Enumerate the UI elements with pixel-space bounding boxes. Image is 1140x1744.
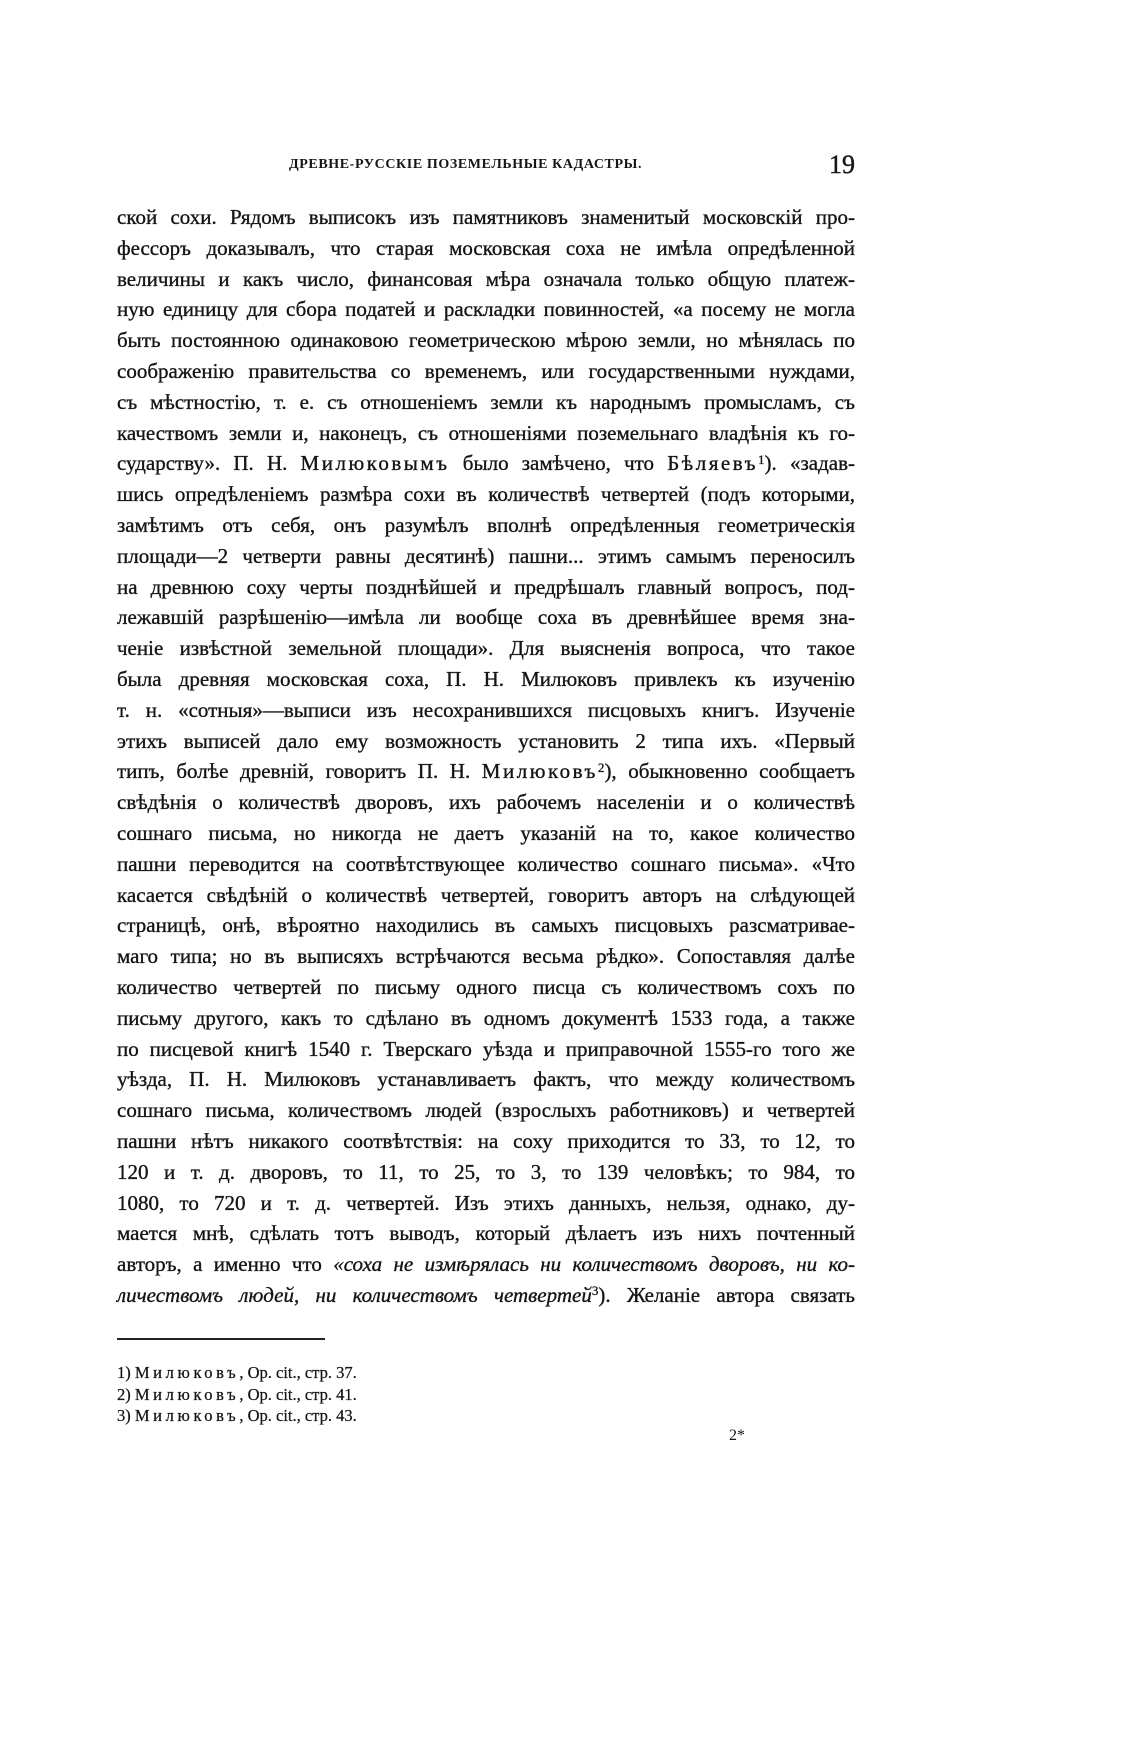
text-run: авторъ, а именно что — [117, 1252, 334, 1277]
text-line — [117, 572, 855, 603]
text-line — [117, 602, 855, 633]
text-line — [117, 695, 855, 726]
text-line — [117, 1157, 855, 1188]
text-line — [117, 941, 855, 972]
text-run: ской сохи. Рядомъ выписокъ изъ памятниковъ знаменитый московскій про- — [117, 205, 855, 229]
text-run: сударству». П. Н. — [117, 451, 301, 476]
text-line — [117, 1188, 855, 1219]
text-line — [117, 1003, 855, 1034]
letterspaced-name: Милюковъ — [134, 1363, 240, 1382]
text-run: площади—2 четверти равны десятинѣ) пашни... этимъ самымъ переносилъ — [117, 543, 855, 568]
text-line — [117, 1095, 855, 1126]
italic-quote: личествомъ людей, ни количествомъ четвертей — [117, 1282, 592, 1307]
text-run: мается мнѣ, сдѣлать тотъ выводъ, который дѣлаетъ изъ нихъ почтенный — [117, 1221, 855, 1246]
text-run: сошнаго письма, количествомъ людей (взрослыхъ работниковъ) и четвертей — [117, 1098, 855, 1123]
text-run: ную единицу для сбора податей и раскладки повинностей, «а посему не могла — [117, 297, 855, 322]
text-run: соображенію правительства со временемъ, или государственными нуждами, — [117, 358, 855, 383]
running-head: ДРЕВНЕ-РУССКІЕ ПОЗЕМЕЛЬНЫЕ КАДАСТРЫ. — [289, 157, 643, 172]
text-line — [117, 510, 855, 541]
text-run: количество четвертей по письму одного писца съ количествомъ сохъ по — [117, 974, 855, 999]
footnote-ref: 2 — [597, 759, 605, 775]
letterspaced-name: Милюковъ — [481, 759, 598, 784]
text-line — [117, 418, 855, 449]
text-line — [117, 910, 855, 941]
letterspaced-name: Бѣляевъ — [667, 451, 759, 476]
text-run: пашни нѣтъ никакого соотвѣтствія: на соху приходится то 33, то 12, то — [117, 1128, 855, 1153]
signature-mark: 2* — [729, 1427, 745, 1444]
text-line — [117, 1064, 855, 1095]
text-line — [117, 264, 855, 295]
footnote-rule — [117, 1338, 325, 1340]
body-text — [117, 202, 855, 1311]
text-run: на древнюю соху черты позднѣйшей и предрѣшалъ главный вопросъ, под- — [117, 574, 855, 599]
text-run: фессоръ доказывалъ, что старая московская соха не имѣла опредѣленной — [117, 235, 855, 260]
italic-quote: «соха не измѣрялась ни количествомъ дворовъ, ни ко- — [333, 1252, 855, 1277]
footnote — [117, 1405, 357, 1427]
text-line — [117, 479, 855, 510]
text-line — [117, 356, 855, 387]
text-run: ). «задав- — [764, 451, 855, 476]
letterspaced-name: Милюковъ — [134, 1384, 240, 1404]
text-line — [117, 849, 855, 880]
text-line — [117, 1280, 855, 1311]
text-line — [117, 818, 855, 849]
text-run: , Op. cit., стр. 43. — [239, 1406, 357, 1425]
text-line — [117, 787, 855, 818]
text-run: пашни переводится на соотвѣтствующее количество сошнаго письма». «Что — [117, 851, 855, 876]
text-run: касается свѣдѣній о количествѣ четвертей, говоритъ авторъ на слѣдующей — [117, 882, 855, 907]
text-line — [117, 726, 855, 757]
text-run: 2) — [117, 1384, 135, 1404]
text-run: лежавшій разрѣшенію—имѣла ли вообще соха въ древнѣйшее время зна- — [117, 605, 855, 630]
text-run: сошнаго письма, но никогда не даетъ указаній на то, какое количество — [117, 820, 855, 845]
text-run: величины и какъ число, финансовая мѣра означала только общую платеж- — [117, 266, 855, 291]
page-number: 19 — [829, 150, 855, 179]
text-line — [117, 448, 855, 479]
text-run: маго типа; но въ выписяхъ встрѣчаются весьма рѣдко». Сопоставляя далѣе — [117, 944, 855, 969]
text-line — [117, 325, 855, 356]
text-run: , Op. cit., стр. 41. — [239, 1384, 357, 1404]
text-run: ченіе извѣстной земельной площади». Для выясненія вопроса, что такое — [117, 636, 855, 661]
text-run: ). Желаніе автора связать — [598, 1282, 855, 1307]
text-line — [117, 1034, 855, 1065]
text-line — [117, 972, 855, 1003]
text-line — [117, 1249, 855, 1280]
footnote-ref: 1 — [758, 451, 765, 467]
text-run: уѣзда, П. Н. Милюковъ устанавливаетъ фактъ, что между количествомъ — [117, 1067, 855, 1092]
text-line — [117, 880, 855, 911]
text-line — [117, 202, 855, 233]
text-line — [117, 541, 855, 572]
footnote — [117, 1362, 357, 1384]
text-run: качествомъ земли и, наконецъ, съ отношеніями поземельнаго владѣнія къ го- — [117, 420, 855, 445]
text-run: 1) — [117, 1363, 135, 1382]
text-run: съ мѣстностію, т. е. съ отношеніемъ земли къ народнымъ промысламъ, съ — [117, 389, 855, 414]
text-run: страницѣ, онѣ, вѣроятно находились въ самыхъ писцовыхъ разсматривае- — [117, 913, 855, 938]
letterspaced-name: Милюковъ — [134, 1406, 240, 1425]
text-line — [117, 1218, 855, 1249]
footnotes — [117, 1362, 357, 1427]
text-run: шись опредѣленіемъ размѣра сохи въ количествѣ четвертей (подъ которыми, — [117, 482, 855, 507]
text-line — [117, 294, 855, 325]
text-run: ), обыкновенно сообщаетъ — [604, 759, 856, 784]
text-run: по писцевой книгѣ 1540 г. Тверскаго уѣзда и приправочной 1555-го того же — [117, 1036, 855, 1061]
text-run: 3) — [117, 1406, 135, 1425]
text-run: 1080, то 720 и т. д. четвертей. Изъ этихъ данныхъ, нельзя, однако, ду- — [117, 1190, 855, 1215]
text-run: было замѣчено, что — [449, 451, 668, 476]
text-run: была древняя московская соха, П. Н. Милюковъ привлекъ къ изученію — [117, 666, 855, 691]
text-line — [117, 387, 855, 418]
text-run: 120 и т. д. дворовъ, то 11, то 25, то 3, то 139 человѣкъ; то 984, то — [117, 1159, 855, 1184]
letterspaced-name: Милюковымъ — [300, 451, 450, 476]
text-line — [117, 756, 855, 787]
text-line — [117, 233, 855, 264]
text-line — [117, 633, 855, 664]
text-run: т. н. «сотныя»—выписи изъ несохранившихся писцовыхъ книгъ. Изученіе — [117, 697, 855, 722]
footnote — [117, 1384, 357, 1406]
text-run: быть постоянною одинаковою геометрическою мѣрою земли, но мѣнялась по — [117, 328, 855, 353]
text-run: , Op. cit., стр. 37. — [239, 1363, 357, 1382]
text-line — [117, 1126, 855, 1157]
text-run: замѣтимъ отъ себя, онъ разумѣлъ вполнѣ опредѣленныя геометрическія — [117, 512, 855, 537]
text-run: этихъ выписей дало ему возможность установить 2 типа ихъ. «Первый — [117, 728, 855, 753]
text-run: свѣдѣнія о количествѣ дворовъ, ихъ рабочемъ населеніи и о количествѣ — [117, 790, 855, 815]
footnote-ref: 3 — [591, 1283, 599, 1299]
text-run: типъ, болѣе древній, говоритъ П. Н. — [117, 759, 482, 784]
text-line — [117, 664, 855, 695]
text-run: письму другого, какъ то сдѣлано въ одномъ документѣ 1533 года, а также — [117, 1005, 855, 1030]
